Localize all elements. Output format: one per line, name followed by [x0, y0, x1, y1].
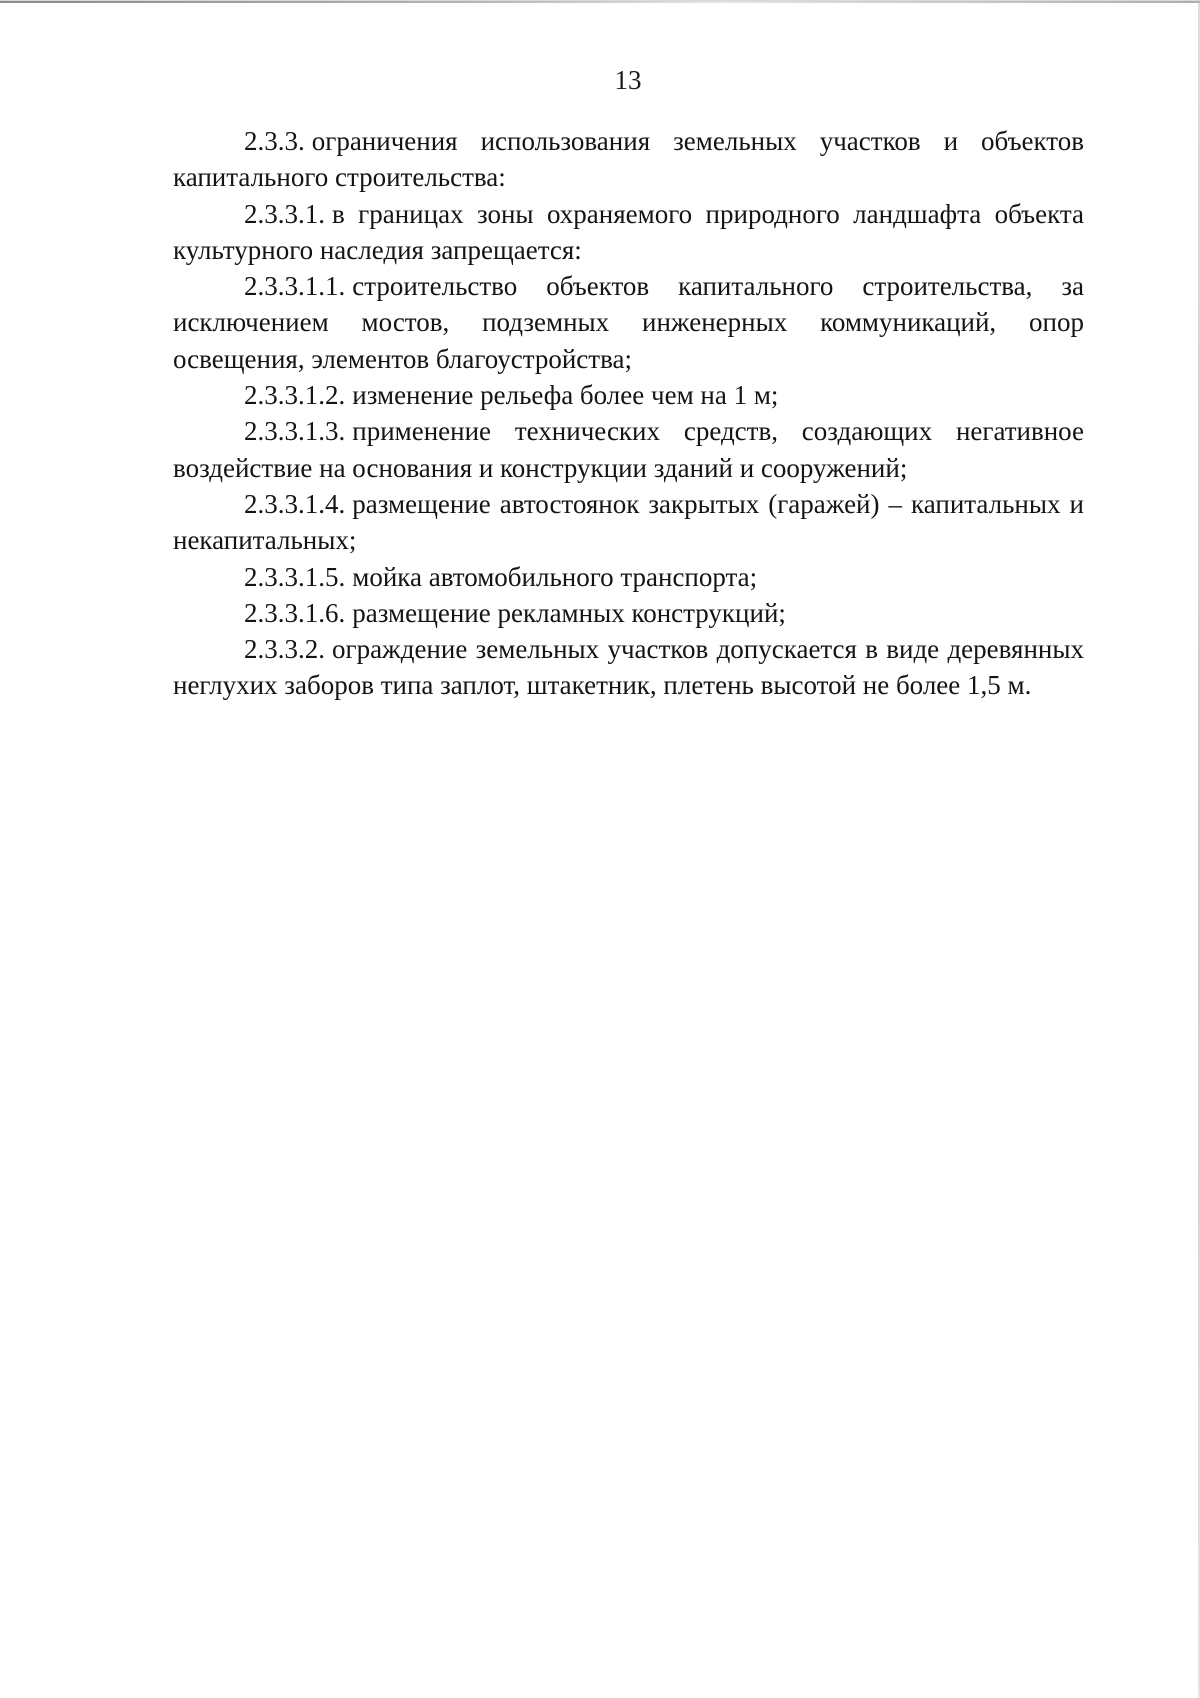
paragraph-text: в границах зоны охраняемого природного ландшафта объекта культурного наследия запрещается:	[173, 198, 1084, 265]
paragraph-text: мойка автомобильного транспорта;	[352, 561, 758, 592]
paragraph-2-3-3-1-1	[173, 268, 1084, 377]
paragraph-text: строительство объектов капитального строительства, за исключением мостов, подземных инженерных коммуникаций, опор освещения, элементов благоустройства;	[173, 271, 1084, 374]
page-number: 13	[614, 65, 642, 95]
paragraph-number: 2.3.3.1.2.	[244, 380, 346, 411]
paragraph-2-3-3-1-5	[173, 559, 1084, 595]
paragraph-number: 2.3.3.1.1.	[244, 271, 346, 302]
paragraph-number: 2.3.3.	[244, 126, 305, 156]
paragraph-text: применение технических средств, создающих негативное воздействие на основания и конструкции зданий и сооружений;	[173, 416, 1084, 483]
paragraph-2-3-3-1-3	[173, 413, 1084, 486]
paragraph-text: размещение рекламных конструкций;	[352, 597, 786, 628]
paragraph-text: ограничения использования земельных участков и объектов капитального строительства:	[173, 126, 1084, 193]
paragraph-2-3-3-1-4	[173, 486, 1084, 559]
paragraph-number: 2.3.3.2.	[244, 634, 325, 665]
paragraph-text: изменение рельефа более чем на 1 м;	[352, 380, 779, 411]
paragraph-2-3-3-1-2	[173, 377, 1084, 413]
paragraph-number: 2.3.3.1.4.	[244, 488, 346, 519]
paragraph-2-3-3-2	[173, 631, 1084, 704]
paragraph-2-3-3-1	[173, 196, 1084, 269]
scan-edge-top	[0, 1, 1200, 3]
paragraph-text: ограждение земельных участков допускается в виде деревянных неглухих заборов типа заплот, штакетник, плетень высотой не более 1,5 м.	[173, 634, 1084, 701]
paragraph-2-3-3	[173, 123, 1084, 196]
paragraph-number: 2.3.3.1.6.	[244, 597, 346, 628]
paragraph-number: 2.3.3.1.3.	[244, 416, 346, 447]
paragraph-number: 2.3.3.1.5.	[244, 561, 346, 592]
document-body	[173, 123, 1084, 704]
paragraph-text: размещение автостоянок закрытых (гаражей) – капитальных и некапитальных;	[173, 488, 1084, 556]
paragraph-2-3-3-1-6	[173, 595, 1084, 631]
paragraph-number: 2.3.3.1.	[244, 198, 325, 229]
